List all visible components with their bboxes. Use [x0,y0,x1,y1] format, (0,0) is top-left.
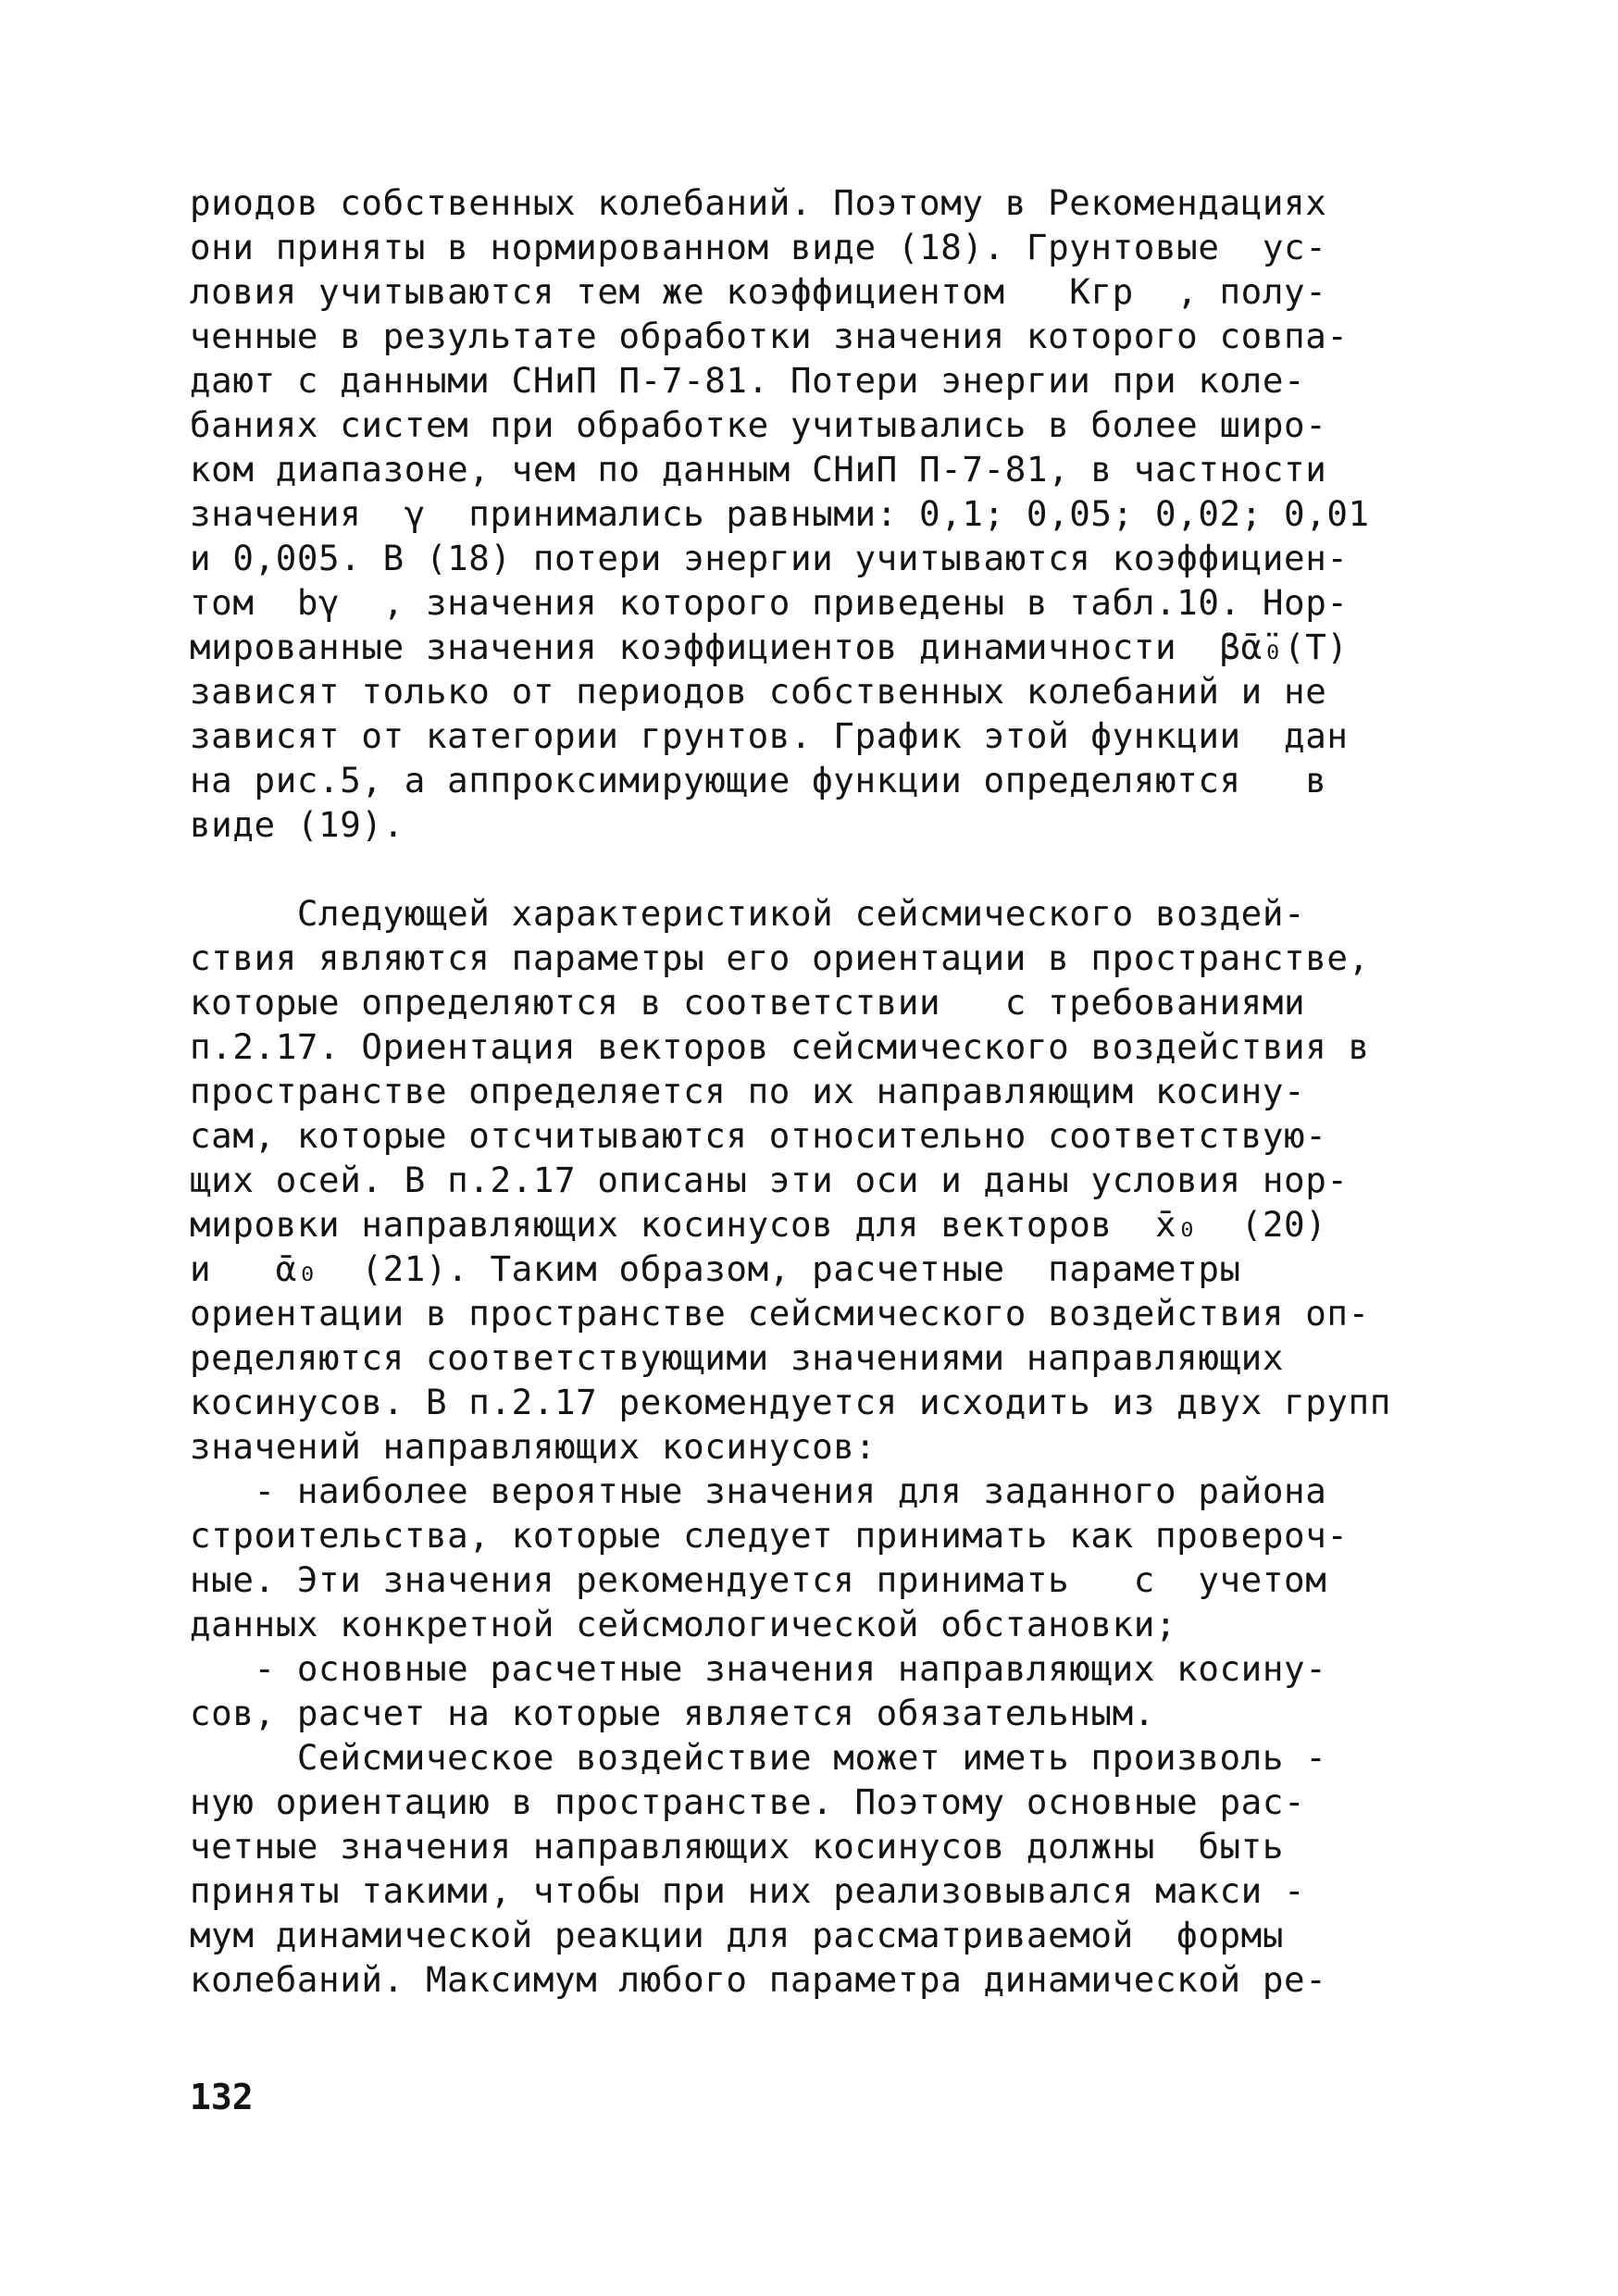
text-line: ную ориентацию в пространстве. Поэтому основные рас- [190,1781,1306,1822]
text-line: - основные расчетные значения направляющих косину- [190,1648,1327,1689]
document-page [190,180,1435,2216]
text-line: сам, которые отсчитываются относительно соответствую- [190,1115,1327,1156]
text-line: ориентации в пространстве сейсмического воздействия оп- [190,1293,1370,1334]
page-number: 132 [190,2077,254,2117]
text-line: Следующей характеристикой сейсмического воздей- [190,893,1306,934]
text-line: значения γ принимались равными: 0,1; 0,05; 0,02; 0,01 [190,493,1370,534]
text-line: данных конкретной сейсмологической обстановки; [190,1604,1177,1644]
text-line: щих осей. В п.2.17 описаны эти оси и даны условия нор- [190,1160,1349,1200]
text-line: ловия учитываются тем же коэффициентом Kгр , полу- [190,271,1327,312]
text-line: четные значения направляющих косинусов должны быть [190,1826,1285,1867]
text-line: виде (19). [190,804,404,845]
text-line: баниях систем при обработке учитывались в более широ- [190,404,1327,445]
text-line: мировки направляющих косинусов для векторов x̄₀ (20) [190,1204,1327,1245]
text-line: и ᾱ₀ (21). Таким образом, расчетные параметры [190,1248,1241,1289]
text-line: ченные в результате обработки значения которого совпа- [190,316,1349,356]
text-line: и 0,005. В (18) потери энергии учитываются коэффициен- [190,538,1349,578]
text-line: ные. Эти значения рекомендуется принимать с учетом [190,1559,1327,1600]
text-line: значений направляющих косинусов: [190,1426,877,1467]
text-line: которые определяются в соответствии с требованиями [190,982,1306,1023]
text-line: колебаний. Максимум любого параметра динамической ре- [190,1959,1327,2000]
text-line: Сейсмическое воздействие может иметь произволь - [190,1737,1327,1778]
text-line: приняты такими, чтобы при них реализовывался макси - [190,1870,1306,1911]
text-line: они приняты в нормированном виде (18). Грунтовые ус- [190,227,1327,267]
text-line: пространстве определяется по их направляющим косину- [190,1071,1306,1111]
text-line: дают с данными СНиП П-7-81. Потери энергии при коле- [190,360,1306,401]
text-line: ствия являются параметры его ориентации в пространстве, [190,937,1370,978]
text-line: риодов собственных колебаний. Поэтому в Рекомендациях [190,182,1327,223]
text-line: косинусов. В п.2.17 рекомендуется исходить из двух групп [190,1382,1391,1422]
text-line: ределяются соответствующими значениями направляющих [190,1337,1285,1378]
text-line: мированные значения коэффициентов динамичности β̄α̈₀(T) [190,627,1349,667]
text-line: на рис.5, а аппроксимирующие функции определяются в [190,760,1327,800]
text-line: том bγ , значения которого приведены в табл.10. Нор- [190,582,1349,623]
text-line: - наиболее вероятные значения для заданного района [190,1471,1327,1511]
text-line: зависят от категории грунтов. График этой функции дан [190,715,1349,756]
text-line: мум динамической реакции для рассматриваемой формы [190,1915,1285,1955]
text-line: зависят только от периодов собственных колебаний и не [190,671,1327,712]
text-line: п.2.17. Ориентация векторов сейсмического воздействия в [190,1026,1370,1067]
text-line: сов, расчет на которые является обязательным. [190,1693,1155,1733]
text-line: ком диапазоне, чем по данным СНиП П-7-81, в частности [190,449,1327,490]
text-line: строительства, которые следует принимать как провероч- [190,1515,1349,1556]
